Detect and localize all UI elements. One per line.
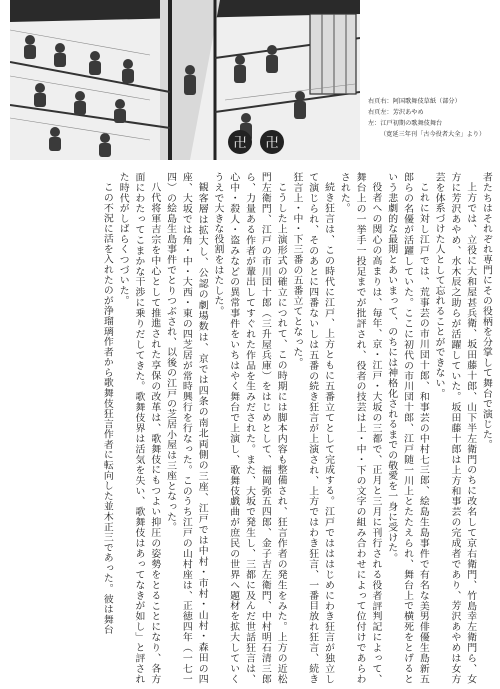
paragraph: 観客層は拡大し、公認の劇場数は、京では四条の南北両側の三座、江戸では中村・市村・山村・森田の四座、大坂では角・中・大西・東の四芝居が常時興行を行なった。このうち江戸の山村座は、正徳四年（一七一四）の絵島生島事件でとりつぶされ、以後の江戸の芝居小屋は三座となった。	[165, 172, 208, 684]
paragraph: 八代将軍吉宗を中心として推進された享保の改革は、歌舞伎にもつよい抑圧の姿勢をとることになり、各方面にわたってこまかな干渉に乗りだしてきた。歌舞伎界は活気を失い、歌舞伎はあってなきが如し」と評された時代がしばらくつづいた。	[117, 172, 161, 684]
paragraph: 役者への関心の高まりは、毎年、京・江戸・大坂の三都で、正月と三月に刊行される役者評判記によって、舞台上の一挙手一投足までが批評され、役者の技芸は上・中・下の文字の組み合わせによって位付けであらわされた。	[338, 172, 382, 684]
paragraph: 者たちはそれぞれ専門にその役柄を分掌して舞台で演じた。	[481, 172, 492, 450]
paragraph: これに対し江戸では、荒事芸の市川団十郎、和事芸の中村七三郎、絵島生島事件で有名な美男俳優生島新五郎らの名優が活躍していた。ここに初代の市川団十郎、江戸随一川上とたたえられ、舞台上で横死をとげるという悲劇的な最期とあいまって、のちには神格化されるまでの敬愛を一身に受けた。	[386, 172, 429, 684]
caption-left-source: （寛延三年刊「古今役者大全」より）	[380, 131, 486, 138]
paragraph: 続き狂言は、この時代に江戸、上方ともに五番立てとして完成する。江戸ではははじめにわき狂言が独立して演じられ、そのあとに四番ないしは五番の続き狂言が上演され、上方ではわき狂言、一番目放れ狂言、続き狂言上・中・下三番の五番立てとなった。	[291, 172, 335, 684]
vertical-body-text	[8, 172, 494, 684]
caption-right-right: 右頁右：阿国歌舞伎草紙（部分）	[368, 98, 461, 105]
woodblock-print-picture	[10, 0, 360, 160]
svg-text:卍: 卍	[233, 136, 247, 151]
paragraph: こうした上演形式の確立につれて、この時期には脚本内容も整備され、狂言作者の発生をみた。上方の近松門左衛門、江戸の市川団十郎（三升屋兵庫）をはじめとして、福岡弥五四郎、金子吉左衛門、中村明石清三郎ら、力量ある作者が輩出してすぐれた作品を生みだされた。また、大坂で発生し、三都に及んだ世話狂言は、心中・殺人・盗みなどの異常事件をいちはやく舞台で上演し、歌舞伎戯曲が庶民の世界へ題材を拡大していくうえで大きな役割をはたした。	[212, 172, 287, 684]
caption-left: 左：江戸初期の歌舞伎舞台	[368, 120, 443, 127]
kabuki-stage-illustration	[10, 0, 360, 160]
paragraph: 上方では、立役に大和屋甚兵衛、坂田藤十郎、山下半左衛門のちに改名して京右衛門、竹島幸左衛門ら、女方に芳沢あやめ、水木辰之助らが活躍していた。坂田藤十郎は上方和事芸の完成者であり、芳沢あやめは女方芸を体系づけた人として忘れることができない。	[433, 172, 477, 684]
paragraph: この不況に活を入れたのが浄瑠璃作者から歌舞伎狂言作者に転向した並木正三であった。彼は舞台	[101, 181, 113, 635]
figure-captions	[368, 96, 496, 140]
svg-text:卍: 卍	[265, 136, 279, 151]
caption-right-left: 右頁左：芳沢あやめ	[368, 109, 424, 116]
